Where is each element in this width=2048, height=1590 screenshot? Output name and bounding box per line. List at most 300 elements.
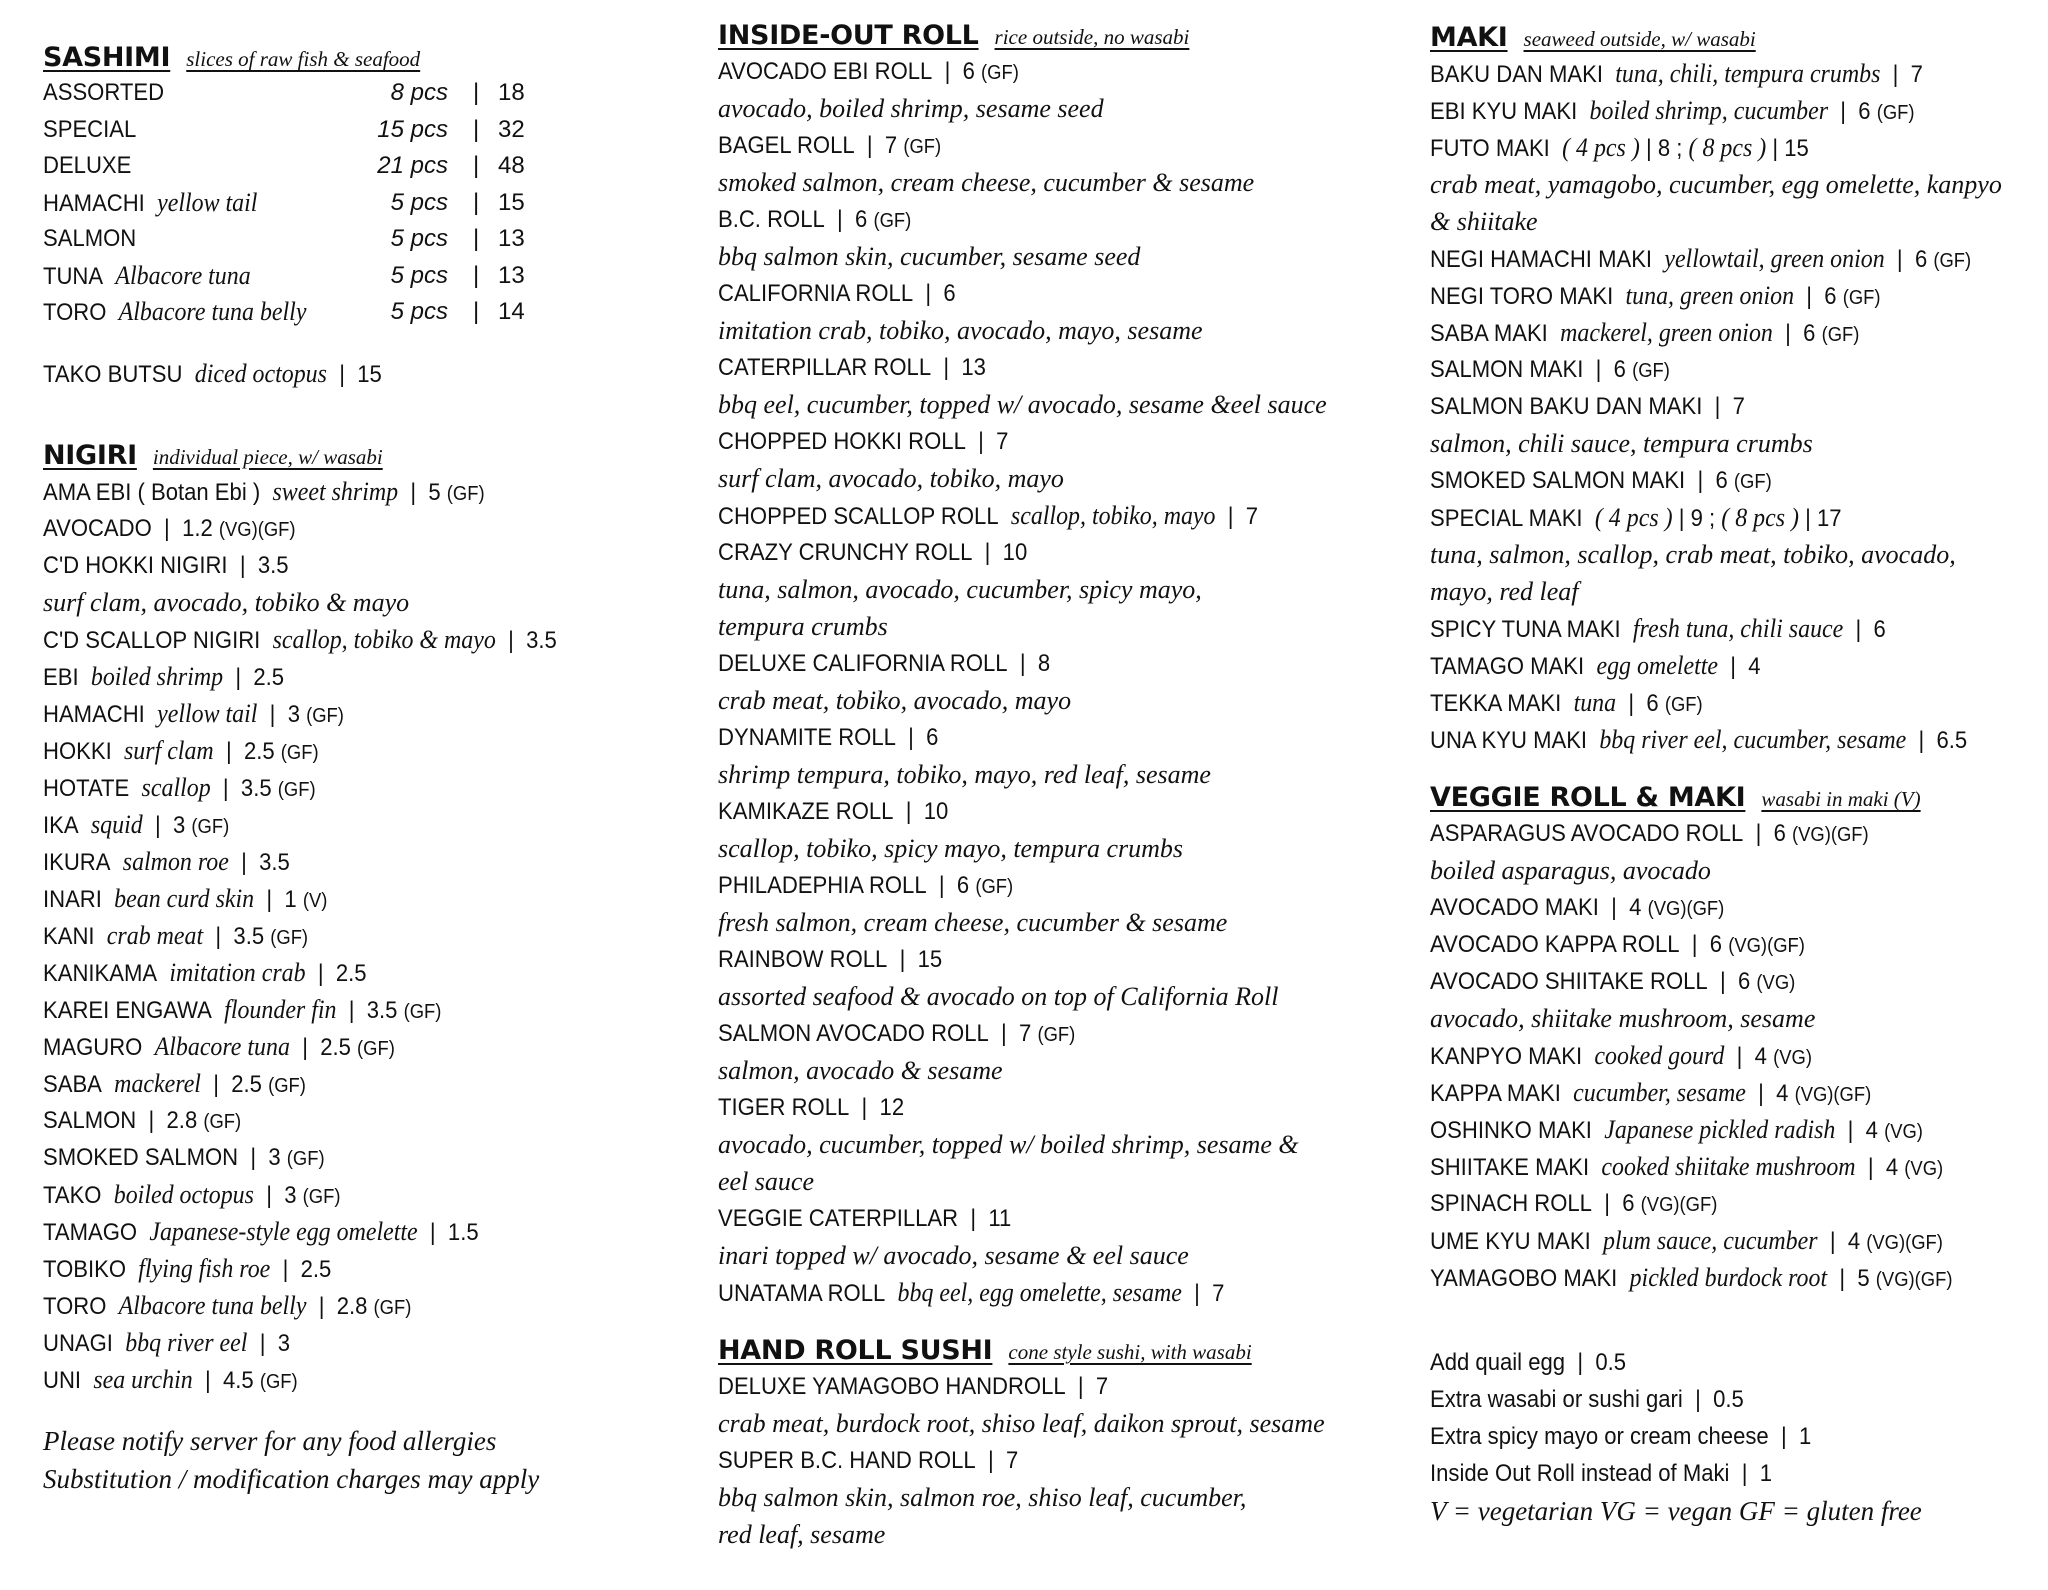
item-dietary-tags: (GF) [191, 815, 230, 838]
item-desc: Albacore tuna belly [118, 297, 307, 326]
item-price: 18 [498, 79, 525, 106]
item-dietary-tags: (VG)(GF) [1647, 898, 1725, 920]
item-dietary-tags: (VG) [1884, 1121, 1923, 1143]
item-name: SALMON MAKI [1430, 356, 1584, 383]
column-left [43, 42, 683, 1498]
item-name: TAKO [43, 1181, 102, 1209]
section-title: NIGIRI [43, 439, 137, 471]
item-price: 6 [943, 280, 956, 307]
item-dietary-tags: (GF) [302, 1185, 341, 1208]
menu-item: CRAZY CRUNCHY ROLL | 10 [718, 539, 1028, 566]
allergy-notice: Please notify server for any food allergies [43, 1425, 497, 1456]
item-desc: fresh tuna, chili sauce [1632, 614, 1844, 643]
menu-item: C'D HOKKI NIGIRI | 3.5 [43, 551, 289, 579]
item-label [43, 148, 131, 185]
item-label [43, 294, 306, 332]
item-name: CHOPPED HOKKI ROLL [718, 428, 966, 455]
extra-label: Add quail egg [1430, 1349, 1566, 1376]
item-dietary-tags: (GF) [981, 62, 1019, 84]
item-name: SABA [43, 1070, 102, 1098]
item-description: imitation crab, tobiko, avocado, mayo, sesame [718, 316, 1203, 345]
sashimi-row [43, 294, 683, 331]
menu-item: NEGI HAMACHI MAKI yellowtail, green onion | 6 (GF) [1430, 244, 1972, 273]
item-description: tuna, salmon, avocado, cucumber, spicy mayo, [718, 575, 1202, 604]
menu-item: RAINBOW ROLL | 15 [718, 946, 943, 973]
extra-label: Inside Out Roll instead of Maki [1430, 1460, 1730, 1487]
item-price: 3 [284, 1181, 297, 1209]
item-name: SABA MAKI [1430, 320, 1548, 347]
item-price: 3 [287, 700, 300, 728]
item-name: ASSORTED [43, 79, 165, 106]
menu-item: TAMAGO Japanese-style egg omelette | 1.5 [43, 1216, 479, 1246]
item-description: mayo, red leaf [1430, 577, 1579, 606]
menu-item: SMOKED SALMON MAKI | 6 (GF) [1430, 467, 1772, 494]
item-pieces: 8 pcs [390, 79, 448, 106]
menu-item: AVOCADO | 1.2 (VG)(GF) [43, 514, 296, 542]
item-price: 6 [855, 206, 868, 233]
item-dietary-tags: (GF) [446, 482, 485, 505]
item-dietary-tags: (GF) [259, 1370, 298, 1393]
item-pieces: 15 pcs [377, 115, 448, 143]
menu-item: SALMON BAKU DAN MAKI | 7 [1430, 393, 1745, 420]
item-price: 48 [498, 152, 525, 179]
sashimi-row [43, 258, 683, 295]
item-name: TAMAGO MAKI [1430, 653, 1585, 680]
item-description: shrimp tempura, tobiko, mayo, red leaf, sesame [718, 760, 1211, 789]
item-price: 2.5 [300, 1255, 332, 1283]
item-pieces: 21 pcs [377, 152, 448, 179]
menu-item: UNATAMA ROLL bbq eel, egg omelette, sesame | 7 [718, 1278, 1225, 1307]
item-price: 3 [172, 811, 186, 839]
item-price: 7 [1245, 503, 1259, 530]
item-name: SMOKED SALMON MAKI [1430, 467, 1686, 494]
menu-item: ASPARAGUS AVOCADO ROLL | 6 (VG)(GF) [1430, 820, 1869, 847]
menu-item: UNI sea urchin | 4.5 (GF) [43, 1364, 298, 1394]
item-description: crab meat, burdock root, shiso leaf, daikon sprout, sesame [718, 1409, 1325, 1438]
spacer [1430, 758, 2040, 782]
item-name: BAKU DAN MAKI [1430, 61, 1604, 88]
menu-item: DELUXE CALIFORNIA ROLL | 8 [718, 650, 1051, 677]
spacer [718, 1311, 1368, 1335]
item-dietary-tags: (V) [302, 889, 328, 912]
item-price: 17 [1817, 505, 1842, 532]
item-name: CRAZY CRUNCHY ROLL [718, 539, 973, 566]
item-desc: cooked shiitake mushroom [1601, 1152, 1856, 1181]
menu-item: IKURA salmon roe | 3.5 [43, 846, 290, 876]
item-name: UNAGI [43, 1329, 113, 1357]
item-description: crab meat, tobiko, avocado, mayo [718, 686, 1072, 715]
item-desc: bbq river eel, cucumber, sesame [1599, 725, 1907, 754]
item-price: 7 [884, 132, 898, 159]
item-price: 6 [1737, 968, 1751, 995]
item-price: 3.5 [240, 774, 272, 802]
item-desc: egg omelette [1596, 651, 1718, 680]
menu-item: SABA mackerel | 2.5 (GF) [43, 1068, 306, 1098]
menu-item: CATERPILLAR ROLL | 13 [718, 354, 986, 381]
menu-item: EBI KYU MAKI boiled shrimp, cucumber | 6 (GF) [1430, 96, 1915, 125]
section-title: SASHIMI [43, 42, 171, 73]
column-middle [718, 20, 1368, 1553]
item-description: bbq salmon skin, salmon roe, shiso leaf, cucumber, [718, 1483, 1247, 1512]
item-name: TORO [43, 1292, 107, 1320]
menu-item: TOBIKO flying fish roe | 2.5 [43, 1253, 332, 1283]
item-name: SHIITAKE MAKI [1430, 1154, 1590, 1181]
item-name: HAMACHI [43, 189, 145, 217]
item-desc: tuna, chili, tempura crumbs [1615, 59, 1881, 88]
menu-item: UNA KYU MAKI bbq river eel, cucumber, sesame | 6.5 [1430, 725, 1968, 754]
item-dietary-tags: (VG) [1773, 1047, 1812, 1069]
item-dietary-tags: (GF) [203, 1110, 242, 1133]
item-price: 6 [1646, 690, 1659, 717]
item-dietary-tags: (GF) [280, 741, 319, 764]
extra-item: Add quail egg | 0.5 [1430, 1349, 1627, 1376]
sashimi-header [43, 42, 683, 73]
item-name: UNATAMA ROLL [718, 1280, 886, 1307]
menu-item: SALMON | 2.8 (GF) [43, 1106, 242, 1134]
item-price: 13 [961, 354, 986, 381]
item-price: 2.5 [231, 1070, 262, 1098]
item-dietary-tags: (VG) [1756, 972, 1796, 994]
item-name: IKA [43, 811, 79, 839]
menu-item: TORO Albacore tuna belly | 2.8 (GF) [43, 1290, 412, 1320]
dietary-legend: V = vegetarian VG = vegan GF = gluten free [1430, 1496, 1922, 1526]
item-dietary-tags: (GF) [975, 876, 1014, 898]
item-description: surf clam, avocado, tobiko, mayo [718, 464, 1064, 493]
sashimi-row [43, 221, 683, 258]
item-name: C'D HOKKI NIGIRI [43, 551, 228, 579]
menu-item: CALIFORNIA ROLL | 6 [718, 280, 956, 307]
item-description: & shiitake [1430, 207, 1538, 236]
item-desc: Japanese-style egg omelette [149, 1216, 418, 1246]
item-price: 10 [923, 798, 949, 825]
item-price: 5 [1857, 1265, 1870, 1292]
sashimi-row [43, 75, 683, 112]
menu-item: KANPYO MAKI cooked gourd | 4 (VG) [1430, 1041, 1812, 1070]
item-desc: sea urchin [93, 1364, 193, 1394]
item-desc: yellow tail [157, 698, 258, 728]
item-name: AMA EBI ( Botan Ebi ) [43, 478, 261, 506]
item-dietary-tags: (GF) [286, 1147, 325, 1170]
item-price: 7 [1019, 1020, 1032, 1047]
item-name: OSHINKO MAKI [1430, 1117, 1592, 1144]
item-price: 6 [1824, 283, 1837, 310]
item-name: SPINACH ROLL [1430, 1190, 1592, 1217]
menu-item: SPICY TUNA MAKI fresh tuna, chili sauce | 6 [1430, 614, 1886, 643]
item-desc: imitation crab [169, 957, 306, 987]
item-name: TEKKA MAKI [1430, 690, 1562, 717]
section-subtitle: cone style sushi, with wasabi [1008, 1340, 1252, 1364]
maki-list [1430, 55, 2040, 758]
item-name: EBI [43, 663, 79, 691]
extra-price: 1 [1759, 1460, 1773, 1487]
item-price: 4 [1629, 894, 1642, 921]
item-name: DYNAMITE ROLL [718, 724, 896, 751]
extra-item: Inside Out Roll instead of Maki | 1 [1430, 1460, 1773, 1487]
item-desc: pickled burdock root [1629, 1263, 1828, 1292]
item-dietary-tags: (GF) [403, 1000, 442, 1023]
item-name: BAGEL ROLL [718, 132, 855, 159]
item-desc: scallop, tobiko, mayo [1010, 501, 1216, 530]
item-price: 9 [1690, 505, 1703, 532]
item-name: SPECIAL [43, 115, 137, 143]
item-desc: flounder fin [224, 994, 337, 1024]
inside-out-list [718, 53, 1368, 1311]
item-name: AVOCADO SHIITAKE ROLL [1430, 968, 1708, 995]
menu-item: AVOCADO SHIITAKE ROLL | 6 (VG) [1430, 968, 1796, 995]
item-price: 7 [1095, 1373, 1109, 1400]
menu-item: FUTO MAKI ( 4 pcs ) | 8 ; ( 8 pcs ) | 15 [1430, 133, 1809, 162]
item-name: C'D SCALLOP NIGIRI [43, 626, 261, 654]
spacer [1430, 1296, 2040, 1344]
item-desc: diced octopus [194, 358, 327, 388]
separator: | [473, 261, 480, 289]
item-price: 32 [498, 115, 525, 143]
menu-item: HOTATE scallop | 3.5 (GF) [43, 772, 316, 802]
item-price: 3.5 [259, 848, 290, 876]
menu-item: AMA EBI ( Botan Ebi ) sweet shrimp | 5 (GF) [43, 476, 485, 506]
item-dietary-tags: (GF) [1733, 471, 1772, 493]
item-name: B.C. ROLL [718, 206, 825, 233]
extra-price: 0.5 [1713, 1386, 1744, 1413]
item-price: 1.2 [182, 514, 213, 542]
item-desc: yellow tail [157, 187, 258, 217]
menu-item: INARI bean curd skin | 1 (V) [43, 883, 328, 913]
item-price: 6 [962, 58, 975, 85]
section-title: MAKI [1430, 22, 1508, 53]
item-name: SMOKED SALMON [43, 1143, 239, 1171]
item-variant: ( 4 pcs ) [1562, 133, 1640, 162]
extra-label: Extra spicy mayo or cream cheese [1430, 1423, 1769, 1450]
item-price: 6 [1622, 1190, 1635, 1217]
item-name: SALMON AVOCADO ROLL [718, 1020, 989, 1047]
item-description: fresh salmon, cream cheese, cucumber & sesame [718, 908, 1228, 937]
item-price: 1 [284, 885, 297, 913]
menu-item: TEKKA MAKI tuna | 6 (GF) [1430, 688, 1703, 717]
item-name: INARI [43, 885, 102, 913]
item-price: 8 [1657, 135, 1671, 162]
menu-item: SABA MAKI mackerel, green onion | 6 (GF) [1430, 318, 1860, 347]
menu-item: VEGGIE CATERPILLAR | 11 [718, 1205, 1012, 1232]
item-price: 3 [268, 1143, 281, 1171]
hand-roll-header [718, 1335, 1368, 1366]
menu-item: BAGEL ROLL | 7 (GF) [718, 132, 942, 159]
item-name: YAMAGOBO MAKI [1430, 1265, 1618, 1292]
item-price: 8 [1037, 650, 1051, 677]
item-price: 3.5 [233, 922, 265, 950]
menu-item: B.C. ROLL | 6 (GF) [718, 206, 912, 233]
item-name: NEGI HAMACHI MAKI [1430, 246, 1653, 273]
item-price: 7 [1212, 1280, 1225, 1307]
item-name: KAMIKAZE ROLL [718, 798, 894, 825]
menu-item: KAREI ENGAWA flounder fin | 3.5 (GF) [43, 994, 442, 1024]
item-price: 4 [1885, 1154, 1899, 1181]
item-dietary-tags: (GF) [1933, 250, 1972, 272]
item-dietary-tags: (GF) [1876, 102, 1915, 124]
item-desc: flying fish roe [138, 1253, 271, 1283]
item-name: TAMAGO [43, 1218, 138, 1246]
menu-item: TIGER ROLL | 12 [718, 1094, 905, 1121]
extra-price: 1 [1798, 1423, 1812, 1450]
item-description: tempura crumbs [718, 612, 888, 641]
menu-item: SMOKED SALMON | 3 (GF) [43, 1143, 325, 1171]
item-price: 14 [498, 298, 525, 325]
item-price: 6 [1709, 931, 1723, 958]
item-name: IKURA [43, 848, 111, 876]
item-description: eel sauce [718, 1167, 815, 1196]
item-name: KANIKAMA [43, 959, 158, 987]
item-dietary-tags: (VG)(GF) [1866, 1232, 1943, 1254]
item-name: EBI KYU MAKI [1430, 98, 1578, 125]
item-price: 3.5 [257, 551, 289, 579]
item-dietary-tags: (VG)(GF) [1875, 1269, 1953, 1291]
item-pieces: 5 pcs [390, 188, 448, 216]
item-desc: cucumber, sesame [1573, 1078, 1746, 1107]
item-desc: mackerel, green onion [1560, 318, 1773, 347]
item-name: TIGER ROLL [718, 1094, 850, 1121]
item-price: 13 [498, 225, 525, 252]
extra-price: 0.5 [1595, 1349, 1627, 1376]
separator: | [473, 79, 480, 106]
sashimi-row [43, 185, 683, 222]
item-price: 3.5 [366, 996, 398, 1024]
menu-item: C'D SCALLOP NIGIRI scallop, tobiko & mayo | 3.5 [43, 624, 557, 654]
separator: | [473, 115, 480, 143]
item-description: salmon, chili sauce, tempura crumbs [1430, 429, 1813, 458]
item-name: FUTO MAKI [1430, 135, 1550, 162]
item-desc: Albacore tuna [154, 1031, 290, 1061]
item-name: SALMON [43, 225, 137, 252]
item-price: 11 [988, 1205, 1012, 1232]
item-dietary-tags: (GF) [1821, 324, 1860, 346]
item-description: red leaf, sesame [718, 1520, 886, 1549]
menu-item: YAMAGOBO MAKI pickled burdock root | 5 (VG)(GF) [1430, 1263, 1953, 1292]
item-name: VEGGIE CATERPILLAR [718, 1205, 959, 1232]
item-name: KAPPA MAKI [1430, 1080, 1561, 1107]
item-description: crab meat, yamagobo, cucumber, egg omelette, kanpyo [1430, 170, 2002, 199]
item-dietary-tags: (GF) [277, 778, 316, 801]
item-dietary-tags: (GF) [306, 704, 344, 727]
nigiri-list [43, 473, 683, 1398]
item-name: PHILADEPHIA ROLL [718, 872, 927, 899]
menu-item: KAMIKAZE ROLL | 10 [718, 798, 949, 825]
item-label [43, 112, 136, 149]
item-description: avocado, boiled shrimp, sesame seed [718, 94, 1104, 123]
item-price: 7 [996, 428, 1009, 455]
extra-item: Extra spicy mayo or cream cheese | 1 [1430, 1423, 1812, 1450]
item-dietary-tags: (VG) [1904, 1158, 1944, 1180]
item-name: HOKKI [43, 737, 112, 765]
item-name: NEGI TORO MAKI [1430, 283, 1614, 310]
menu-item: EBI boiled shrimp | 2.5 [43, 661, 285, 691]
menu-item: PHILADEPHIA ROLL | 6 (GF) [718, 872, 1014, 899]
item-name: TORO [43, 299, 107, 326]
item-variant: ( 8 pcs ) [1688, 133, 1767, 162]
separator: | [473, 225, 480, 252]
item-name: UNI [43, 1366, 82, 1394]
item-price: 5 [428, 478, 441, 506]
item-dietary-tags: (VG)(GF) [218, 518, 296, 541]
menu-item: TAMAGO MAKI egg omelette | 4 [1430, 651, 1761, 680]
item-price: 4 [1865, 1117, 1878, 1144]
item-price: 6 [926, 724, 939, 751]
menu-item: KAPPA MAKI cucumber, sesame | 4 (VG)(GF) [1430, 1078, 1872, 1107]
maki-header [1430, 22, 2040, 53]
menu-item: SPINACH ROLL | 6 (VG)(GF) [1430, 1190, 1718, 1217]
item-name: TOBIKO [43, 1255, 127, 1283]
item-name: CALIFORNIA ROLL [718, 280, 914, 307]
menu-item: TAKO boiled octopus | 3 (GF) [43, 1179, 341, 1209]
item-description: smoked salmon, cream cheese, cucumber & sesame [718, 168, 1255, 197]
menu-item: AVOCADO MAKI | 4 (VG)(GF) [1430, 894, 1725, 921]
item-description: salmon, avocado & sesame [718, 1056, 1003, 1085]
item-pieces: 5 pcs [390, 225, 448, 252]
item-price: 4 [1748, 653, 1761, 680]
item-name: UME KYU MAKI [1430, 1228, 1591, 1255]
item-name: AVOCADO EBI ROLL [718, 58, 933, 85]
item-price: 4 [1847, 1228, 1861, 1255]
item-price: 1.5 [447, 1218, 479, 1246]
item-name: DELUXE YAMAGOBO HANDROLL [718, 1373, 1066, 1400]
item-pieces: 5 pcs [390, 261, 448, 289]
item-price: 6 [1858, 98, 1871, 125]
item-name: TAKO BUTSU [43, 360, 183, 388]
item-dietary-tags: (GF) [873, 210, 912, 232]
menu-item: HOKKI surf clam | 2.5 (GF) [43, 735, 319, 765]
item-desc: sweet shrimp [272, 476, 399, 506]
item-desc: boiled octopus [113, 1179, 254, 1209]
menu-item: AVOCADO EBI ROLL | 6 (GF) [718, 58, 1019, 85]
item-name: KANPYO MAKI [1430, 1043, 1583, 1070]
item-description: boiled asparagus, avocado [1430, 856, 1711, 885]
item-dietary-tags: (GF) [268, 1074, 306, 1097]
section-subtitle: slices of raw fish & seafood [186, 47, 421, 71]
item-price: 4 [1754, 1043, 1767, 1070]
item-dietary-tags: (GF) [357, 1037, 395, 1060]
item-dietary-tags: (GF) [903, 136, 942, 158]
item-price: 15 [917, 946, 943, 973]
item-desc: Albacore tuna [115, 260, 251, 290]
item-desc: squid [90, 809, 143, 839]
extras-list [1430, 1344, 2040, 1492]
item-name: SALMON BAKU DAN MAKI [1430, 393, 1703, 420]
item-name: AVOCADO [43, 514, 152, 542]
item-price: 15 [1784, 135, 1809, 162]
menu-item: SPECIAL MAKI ( 4 pcs ) | 9 ; ( 8 pcs ) | 17 [1430, 503, 1842, 532]
item-desc: tuna, green onion [1625, 281, 1795, 310]
section-subtitle: rice outside, no wasabi [994, 25, 1190, 49]
item-desc: yellowtail, green onion [1664, 244, 1885, 273]
item-name: SALMON [43, 1106, 137, 1134]
item-desc: mackerel [114, 1068, 201, 1098]
item-price: 6.5 [1936, 727, 1968, 754]
item-desc: scallop, tobiko & mayo [272, 624, 496, 654]
section-subtitle: individual piece, w/ wasabi [152, 444, 383, 469]
item-variant: ( 4 pcs ) [1594, 503, 1673, 532]
extra-label: Extra wasabi or sushi gari [1430, 1386, 1683, 1413]
item-name: AVOCADO MAKI [1430, 894, 1599, 921]
item-price: 2.8 [166, 1106, 198, 1134]
spacer [43, 1398, 683, 1422]
item-price: 2.5 [320, 1033, 351, 1061]
item-dietary-tags: (VG)(GF) [1792, 824, 1869, 846]
menu-item: OSHINKO MAKI Japanese pickled radish | 4 (VG) [1430, 1115, 1923, 1144]
item-price: 7 [1732, 393, 1745, 420]
menu-item: SUPER B.C. HAND ROLL | 7 [718, 1447, 1019, 1474]
menu-item: SALMON MAKI | 6 (GF) [1430, 356, 1670, 383]
item-price: 12 [879, 1094, 905, 1121]
item-name: AVOCADO KAPPA ROLL [1430, 931, 1680, 958]
item-description: avocado, cucumber, topped w/ boiled shrimp, sesame & [718, 1130, 1299, 1159]
